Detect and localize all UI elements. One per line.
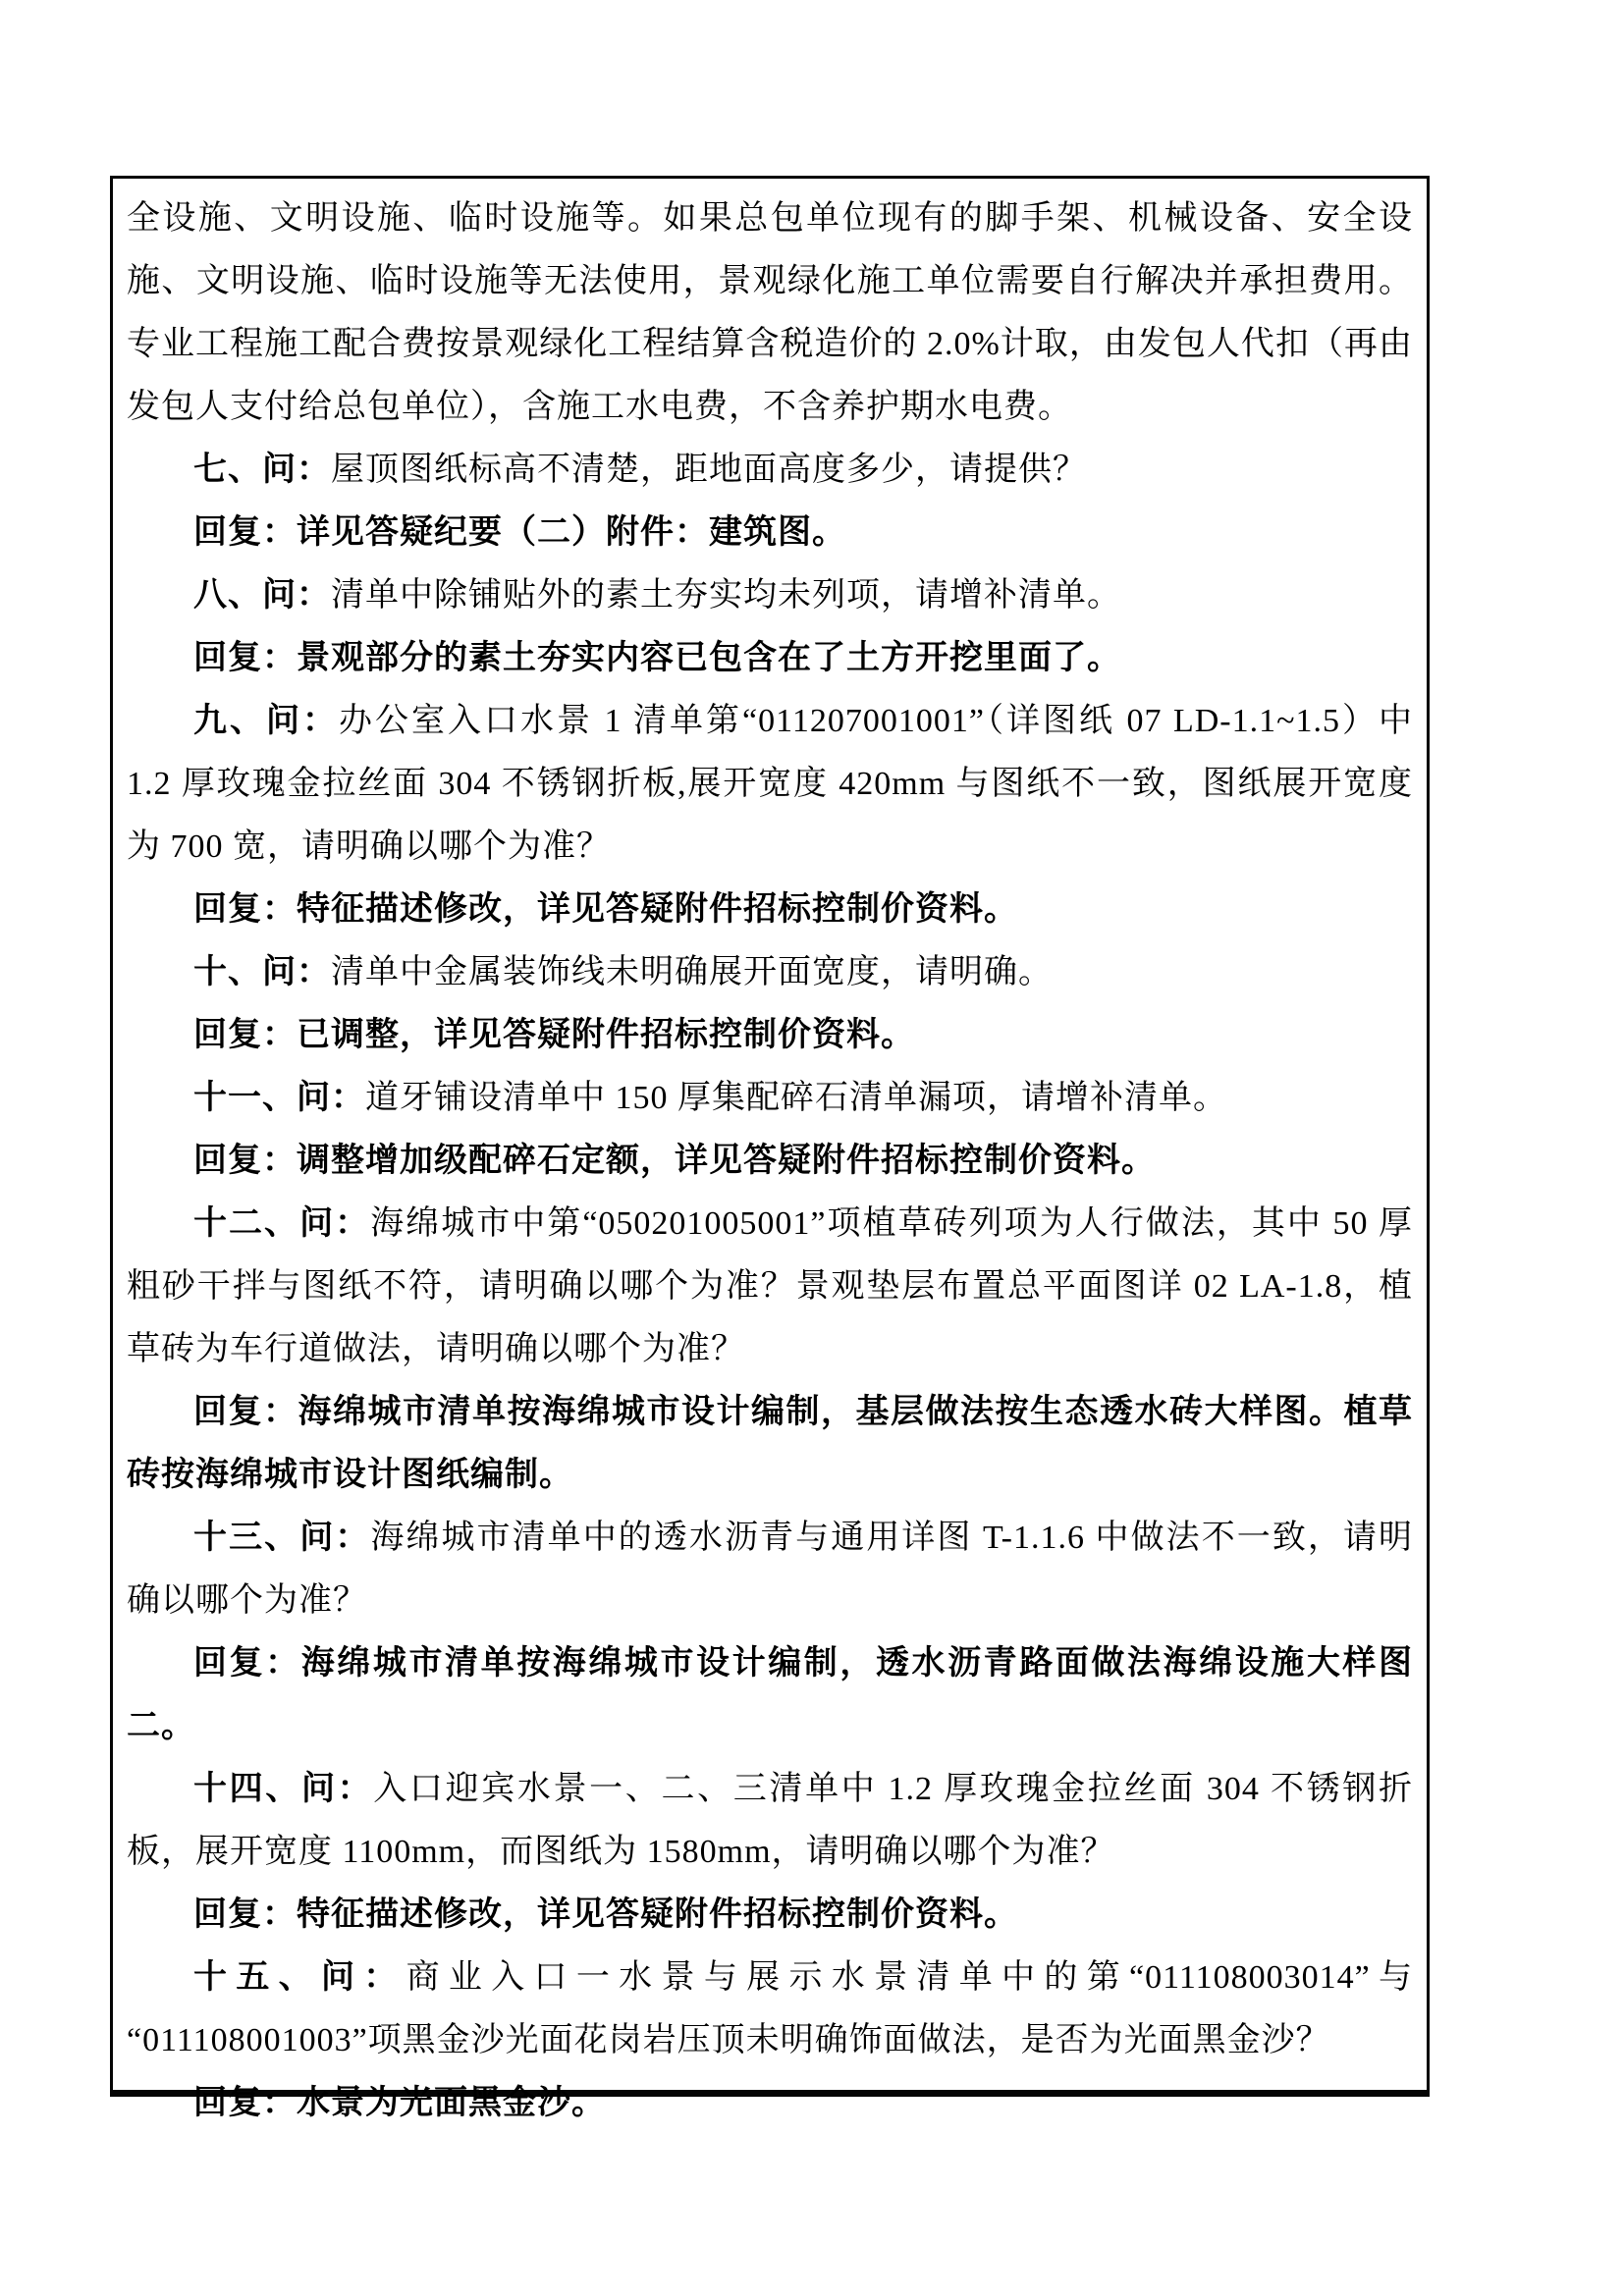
question-label: 十三、问：: [193, 1520, 371, 1556]
question-label: 七、问：: [193, 452, 331, 488]
question-12: [127, 1193, 1413, 1381]
question-9: [127, 690, 1413, 879]
question-text: 清单中金属装饰线未明确展开面宽度，请明确。: [331, 954, 1053, 990]
answer-8: [127, 627, 1413, 690]
question-label: 九、问：: [193, 703, 340, 739]
question-text: 入口迎宾水景一、二、三清单中 1.2 厚玫瑰金拉丝面 304 不锈钢折板，展开宽度 1100mm，而图纸为 1580mm，请明确以哪个为准？: [127, 1771, 1414, 1870]
question-label: 十二、问：: [193, 1205, 371, 1242]
question-text: 商业入口一水景与展示水景清单中的第“011108003014”与“011108001003”项黑金沙光面花岗岩压顶未明确饰面做法，是否为光面黑金沙？: [127, 1959, 1413, 2058]
question-text: 海绵城市中第“050201005001”项植草砖列项为人行做法，其中 50 厚粗砂干拌与图纸不符，请明确以哪个为准？景观垫层布置总平面图详 02 LA-1.8，植草砖为车行道做法，请明确以哪个为准？: [127, 1205, 1414, 1367]
answer-text: 景观部分的素土夯实内容已包含在了土方开挖里面了。: [297, 640, 1121, 676]
question-label: 十、问：: [193, 954, 331, 990]
answer-label: 回复：: [193, 1645, 301, 1682]
question-14: [127, 1758, 1413, 1884]
answer-label: 回复：: [193, 2085, 297, 2121]
question-label: 八、问：: [193, 577, 331, 614]
question-13: [127, 1507, 1413, 1632]
answer-10: [127, 1004, 1413, 1067]
question-text: 办公室入口水景 1 清单第“011207001001”（详图纸 07 LD-1.1~1.5）中 1.2 厚玫瑰金拉丝面 304 不锈钢折板,展开宽度 420mm 与图纸不一致，图纸展开宽度为 700 宽，请明确以哪个为准？: [127, 703, 1413, 865]
answer-14: [127, 1884, 1413, 1947]
answer-11: [127, 1130, 1413, 1193]
question-label: 十一、问：: [193, 1080, 365, 1116]
paragraph-continuation: [127, 187, 1413, 439]
answer-text: 已调整，详见答疑附件招标控制价资料。: [297, 1017, 915, 1053]
answer-label: 回复：: [193, 1896, 297, 1933]
question-label: 十四、问：: [193, 1771, 374, 1807]
answer-text: 详见答疑纪要（二）附件：建筑图。: [297, 514, 846, 551]
answer-label: 回复：: [193, 1143, 297, 1179]
answer-label: 回复：: [193, 891, 297, 928]
answer-text: 水景为光面黑金沙。: [297, 2085, 606, 2121]
answer-label: 回复：: [193, 1017, 297, 1053]
answer-text: 海绵城市清单按海绵城市设计编制，基层做法按生态透水砖大样图。植草砖按海绵城市设计图纸编制。: [127, 1394, 1413, 1493]
answer-label: 回复：: [193, 514, 297, 551]
answer-13: [127, 1632, 1413, 1758]
question-15: [127, 1947, 1413, 2072]
question-label: 十五、问：: [193, 1959, 406, 1996]
answer-label: 回复：: [193, 640, 297, 676]
answer-15: [127, 2072, 1413, 2135]
question-11: [127, 1067, 1413, 1130]
answer-7: [127, 502, 1413, 564]
answer-text: 调整增加级配碎石定额，详见答疑附件招标控制价资料。: [297, 1143, 1156, 1179]
question-7: [127, 439, 1413, 502]
answer-text: 特征描述修改，详见答疑附件招标控制价资料。: [297, 891, 1018, 928]
question-8: [127, 564, 1413, 627]
answer-text: 特征描述修改，详见答疑附件招标控制价资料。: [297, 1896, 1018, 1933]
answer-text: 海绵城市清单按海绵城市设计编制，透水沥青路面做法海绵设施大样图二。: [127, 1645, 1414, 1744]
question-text: 清单中除铺贴外的素土夯实均未列项，请增补清单。: [331, 577, 1121, 614]
question-10: [127, 941, 1413, 1004]
table-cell-border: [110, 176, 1430, 2121]
answer-9: [127, 879, 1413, 941]
question-text: 海绵城市清单中的透水沥青与通用详图 T-1.1.6 中做法不一致，请明确以哪个为准？: [127, 1520, 1414, 1619]
answer-label: 回复：: [193, 1394, 298, 1430]
paragraph-text: 全设施、文明设施、临时设施等。如果总包单位现有的脚手架、机械设备、安全设施、文明设施、临时设施等无法使用，景观绿化施工单位需要自行解决并承担费用。专业工程施工配合费按景观绿化工程结算含税造价的 2.0%计取，由发包人代扣（再由发包人支付给总包单位），含施工水电费，不含养护期水电费。: [127, 200, 1413, 425]
question-text: 屋顶图纸标高不清楚，距地面高度多少，请提供？: [331, 452, 1087, 488]
question-text: 道牙铺设清单中 150 厚集配碎石清单漏项，请增补清单。: [365, 1080, 1227, 1116]
answer-12: [127, 1381, 1413, 1507]
